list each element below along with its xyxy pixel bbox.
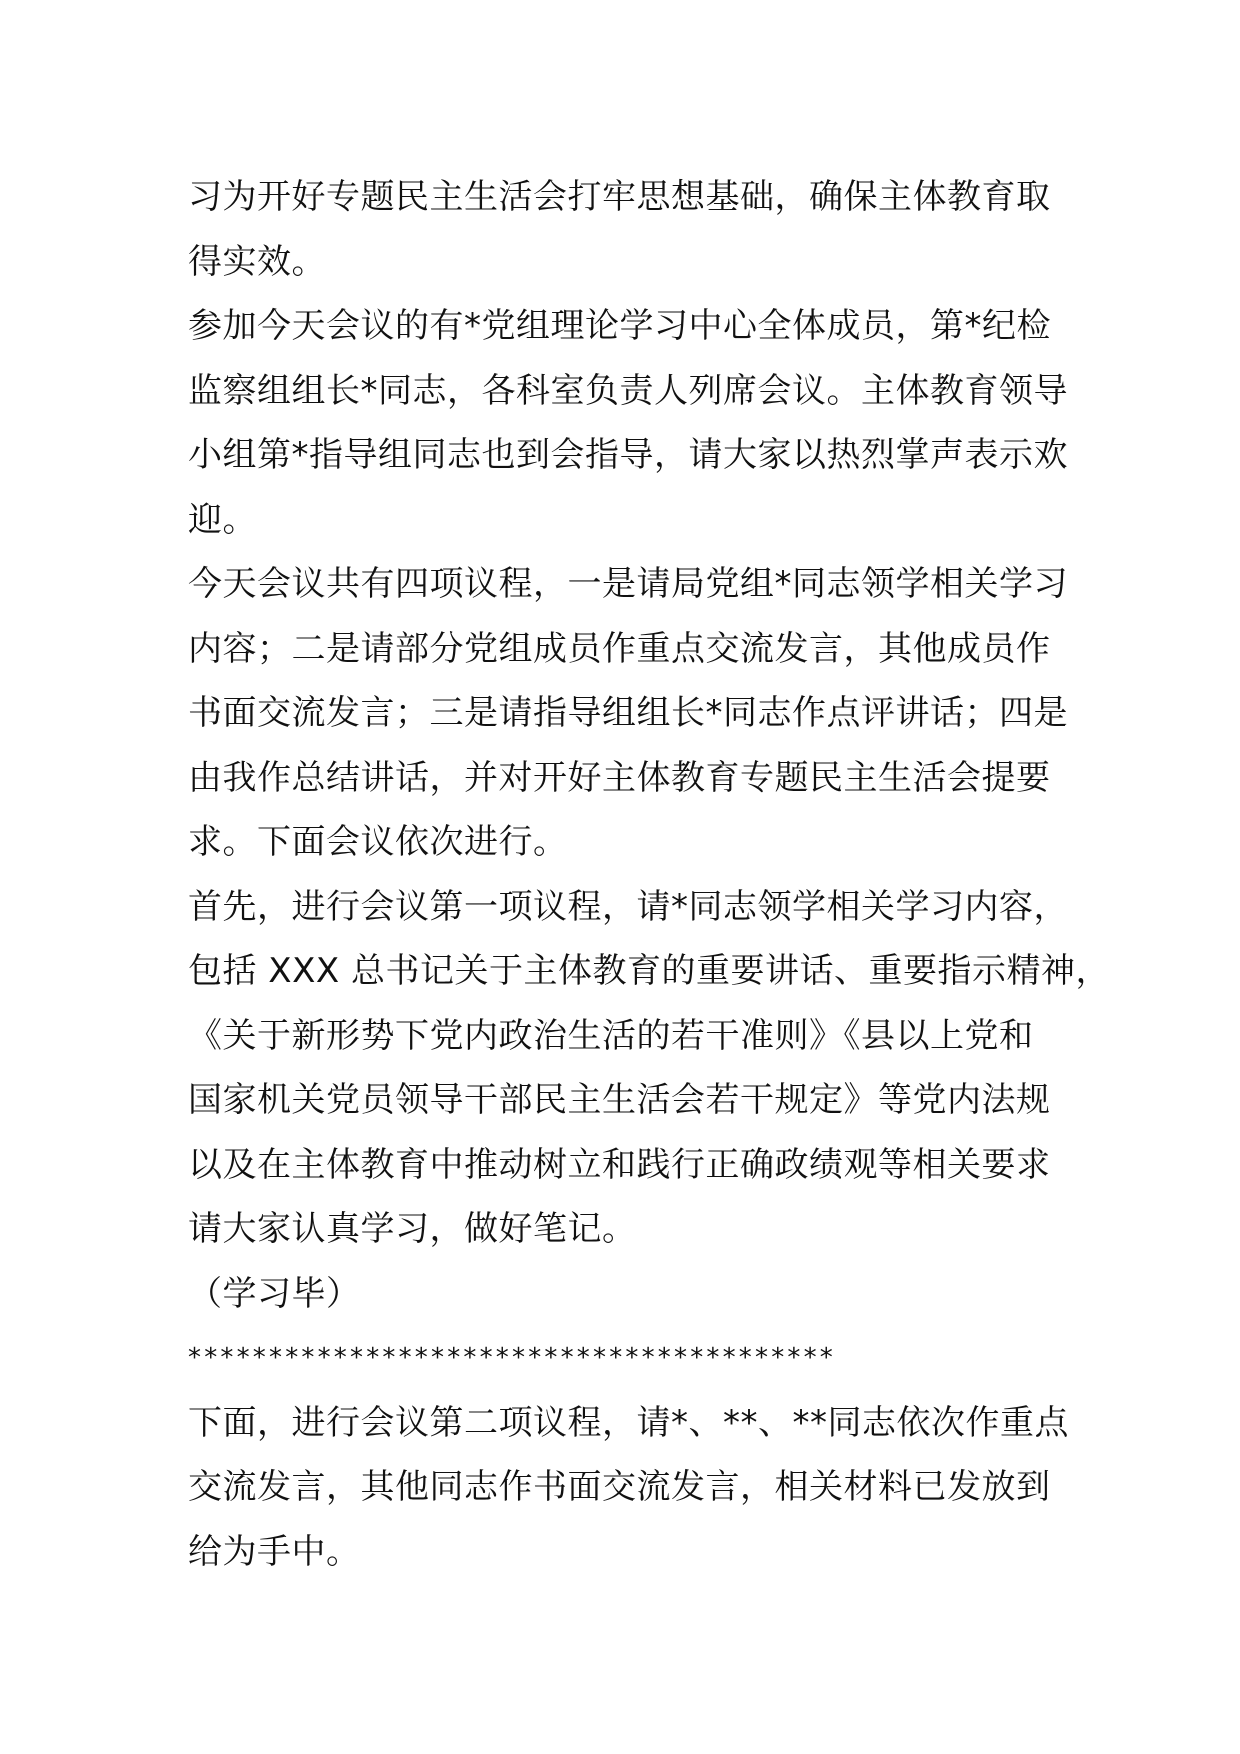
- text-line: 国家机关党员领导干部民主生活会若干规定》等党内法规: [188, 1080, 1051, 1120]
- text-line: 内容；二是请部分党组成员作重点交流发言，其他成员作: [188, 628, 1051, 669]
- text-line: 得实效。: [188, 241, 326, 282]
- text-line: 小组第*指导组同志也到会指导，请大家以热烈掌声表示欢: [188, 435, 1068, 475]
- document-body: [188, 165, 1110, 1584]
- text-line: （学习毕）: [188, 1273, 361, 1314]
- separator-stars: ****************************************: [188, 1343, 836, 1373]
- text-line: 交流发言，其他同志作书面交流发言，相关材料已发放到: [188, 1467, 1051, 1507]
- text-line: 今天会议共有四项议程，一是请局党组*同志领学相关学习: [188, 564, 1068, 604]
- text-line: 首先，进行会议第一项议程，请*同志领学相关学习内容，: [188, 886, 1068, 927]
- text-line: 下面，进行会议第二项议程，请*、**、**同志依次作重点: [188, 1402, 1069, 1443]
- text-line: 参加今天会议的有*党组理论学习中心全体成员，第*纪检: [188, 306, 1051, 346]
- text-line: 由我作总结讲话，并对开好主体教育专题民主生活会提要: [188, 757, 1051, 798]
- text-line: 监察组组长*同志，各科室负责人列席会议。主体教育领导: [188, 370, 1068, 411]
- text-line: 给为手中。: [188, 1531, 361, 1572]
- text-line: 包括 XXX 总书记关于主体教育的重要讲话、重要指示精神，: [188, 951, 1110, 991]
- text-line: 以及在主体教育中推动树立和践行正确政绩观等相关要求: [188, 1144, 1051, 1185]
- text-line: 求。下面会议依次进行。: [188, 822, 568, 862]
- text-line: 书面交流发言；三是请指导组组长*同志作点评讲话；四是: [188, 693, 1068, 733]
- text-line: 请大家认真学习，做好笔记。: [188, 1209, 637, 1249]
- text-line: 《关于新形势下党内政治生活的若干准则》《县以上党和: [188, 1015, 1034, 1056]
- text-line: 迎。: [188, 499, 257, 540]
- text-line: 习为开好专题民主生活会打牢思想基础，确保主体教育取: [188, 177, 1051, 217]
